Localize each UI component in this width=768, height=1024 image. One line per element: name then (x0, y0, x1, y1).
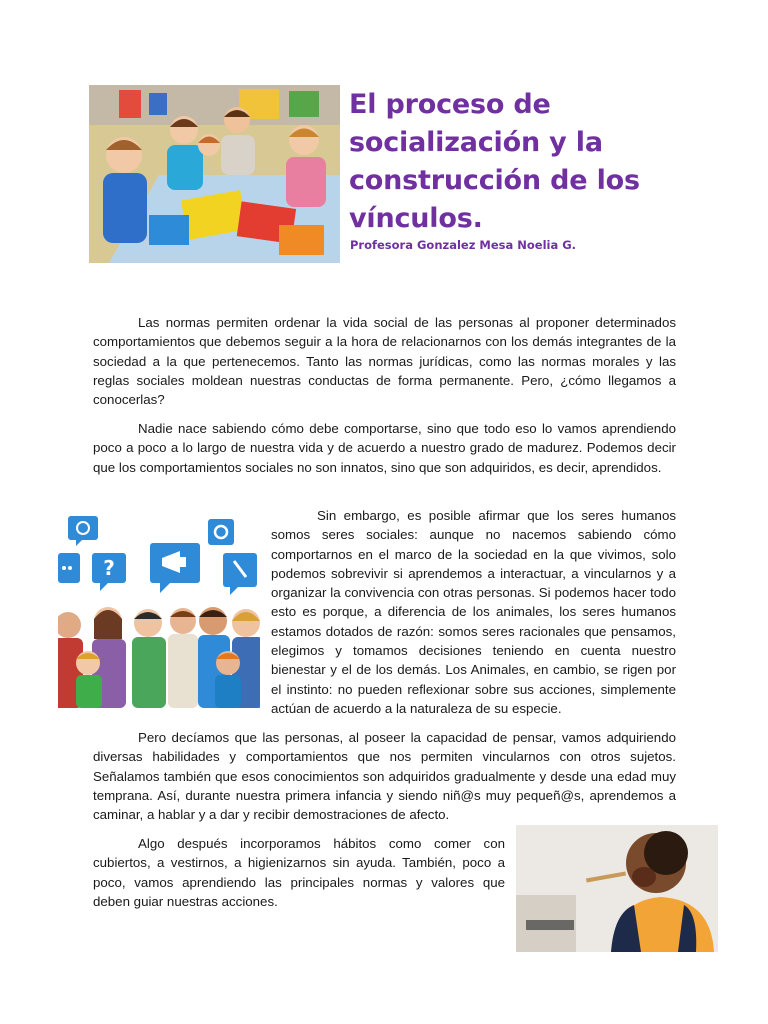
paragraph-4: Pero decíamos que las personas, al poseer la capacidad de pensar, vamos adquiriendo diversas habilidades y comportamientos que nos permiten vincularnos con otros sujetos. Señalamos también que esos conocimientos son adquiridos gradualmente y desde una edad muy temprana. Así, durante nuestra primera infancia y siendo niñ@s muy pequeñ@s, aprendemos a caminar, a hablar y a dar y recibir demostraciones de afecto. (93, 730, 676, 823)
author-line: Profesora Gonzalez Mesa Noelia G. (350, 238, 577, 252)
dots-bubble-icon (58, 553, 80, 583)
paragraph-5: Algo después incorporamos hábitos como comer con cubiertos, a vestirnos, a higienizarnos sin ayuda. También, poco a poco, vamos aprendiendo las principales normas y valores que deben guiar nuestras acciones. (93, 836, 505, 909)
children-crafting-photo (89, 85, 340, 263)
svg-text:?: ? (103, 556, 115, 580)
paragraph-1: Las normas permiten ordenar la vida social de las personas al proponer determinados comportamientos que debemos seguir a la hora de relacionarnos con los demás integrantes de la sociedad a la que pertenecemos. Tanto las normas jurídicas, como las normas morales y las reglas sociales moldean nuestras conductas de forma permanente. Pero, ¿cómo llegamos a conocerlas? (93, 315, 676, 408)
social-people-illustration (58, 513, 260, 708)
gear-bubble-icon (208, 519, 234, 545)
page-title: El proceso de socialización y la construcción de los vínculos. (349, 89, 640, 234)
laughing-baby-photo (516, 825, 718, 952)
paragraph-2: Nadie nace sabiendo cómo debe comportarse, sino que todo eso lo vamos aprendiendo poco a poco a lo largo de nuestra vida y de acuerdo a nuestro grado de madurez. Podemos decir que los comportamientos sociales no son innatos, sino que son adquiridos, es decir, aprendidos. (93, 421, 676, 475)
paragraph-3: Sin embargo, es posible afirmar que los seres humanos somos seres sociales: aunque no nacemos sabiendo cómo comportarnos en el marco de la sociedad en la que vivimos, solo podemos sobrevivir si aprendemos a interactuar, a vincularnos y a organizar la convivencia con otras personas. Si podemos hacer todo esto es porque, a diferencia de los animales, los seres humanos estamos dotados de razón: somos seres racionales que pensamos, elegimos y tomamos decisiones teniendo en cuenta nuestro bienestar y el de los demás. Los Animales, en cambio, se rigen por el instinto: no pueden reflexionar sobre sus acciones, simplemente actúan de acuerdo a la naturaleza de su especie. (271, 508, 676, 716)
